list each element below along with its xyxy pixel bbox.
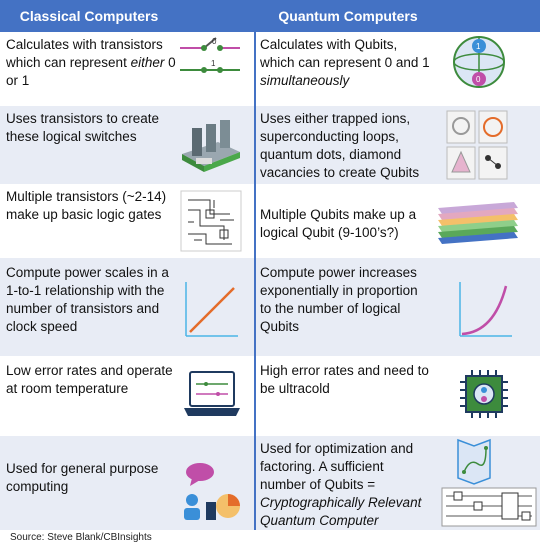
qubit-label-top: 1 xyxy=(476,42,481,51)
quantum-error-rates-text: High error rates and need to be ultracold xyxy=(260,363,429,396)
classical-use-cases-text: Used for general purpose computing xyxy=(6,461,159,494)
header-quantum: Quantum Computers xyxy=(256,0,440,32)
quantum-compute-power-text: Compute power increases exponentially in proportion to the number of logical Qubits xyxy=(260,265,418,334)
source-caption: Source: Steve Blank/CBInsights xyxy=(10,532,152,543)
exponential-scaling-chart-icon xyxy=(454,280,514,340)
logical-qubit-layers-icon xyxy=(432,200,522,246)
qubit-technologies-icon xyxy=(446,110,508,180)
row-representation xyxy=(0,32,540,106)
row-compute-power xyxy=(0,258,540,356)
laptop-icon xyxy=(182,370,242,428)
classical-gates-text: Multiple transistors (~2-14) make up basic logic gates xyxy=(6,189,167,222)
header-classical: Classical Computers xyxy=(0,0,178,32)
quantum-gates-text: Multiple Qubits make up a logical Qubit (9-100’s?) xyxy=(260,207,417,240)
switch-label-0: 0 xyxy=(212,37,217,46)
column-divider xyxy=(254,0,256,530)
quantum-representation-text: Calculates with Qubits, which can represent 0 and 1 simultaneously xyxy=(260,37,430,88)
header-classical-icon-col xyxy=(178,0,254,32)
linear-scaling-chart-icon xyxy=(180,280,240,340)
transistor-chip-icon xyxy=(178,114,244,174)
quantum-use-cases-text: Used for optimization and factoring. A sufficient number of Qubits = Cryptographically Relevant Quantum Computer xyxy=(260,441,422,528)
row-error-rates xyxy=(0,356,540,436)
qubit-label-bottom: 0 xyxy=(476,75,481,84)
classical-implementation-text: Uses transistors to create these logical switches xyxy=(6,111,160,144)
quantum-chip-icon xyxy=(458,368,510,420)
bloch-sphere-icon xyxy=(450,34,508,90)
optimization-factoring-icon xyxy=(440,438,538,528)
row-use-cases xyxy=(0,436,540,530)
row-implementation xyxy=(0,106,540,184)
header-quantum-icon-col xyxy=(440,0,540,32)
row-gates xyxy=(0,184,540,258)
switch-icon xyxy=(178,34,242,84)
classical-representation-text: Calculates with transistors which can represent either 0 or 1 xyxy=(6,37,176,88)
general-computing-icon xyxy=(180,460,242,522)
logic-gate-circuit-icon xyxy=(180,190,242,252)
classical-compute-power-text: Compute power scales in a 1-to-1 relationship with the number of transistors and clock speed xyxy=(6,265,169,334)
classical-error-rates-text: Low error rates and operate at room temperature xyxy=(6,363,173,396)
switch-label-1: 1 xyxy=(211,59,216,68)
quantum-implementation-text: Uses either trapped ions, superconducting loops, quantum dots, diamond vacancies to create Qubits xyxy=(260,111,420,180)
